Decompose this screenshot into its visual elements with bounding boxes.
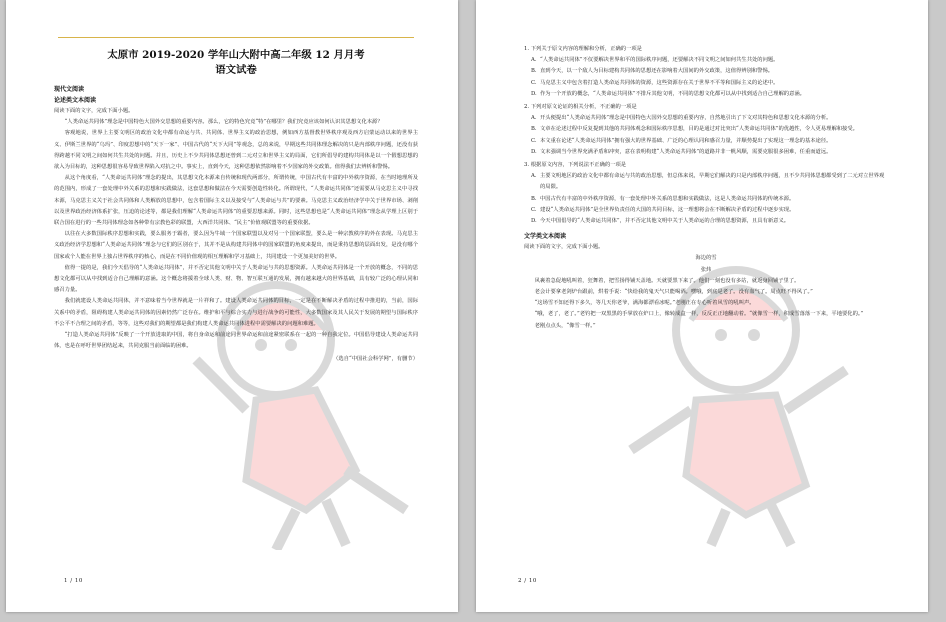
reading-instruction: 阅读下面的文字，完成下面小题。 (524, 244, 604, 251)
passage-paragraph: “打造人类命运共同体”反映了一个开放进取的中国，将自身命运和前途同世界命运和前途紧密联系在一起的一种自我定位。中国倡导建设人类命运共同体，也是在呼吁世界团结起来，共同克服当前面临的困难。 (54, 332, 418, 350)
story-paragraph: 老刚点点头，“像雪一样。” (534, 322, 596, 329)
passage-paragraph: “人类命运共同体”理念是中国特色大国外交思想的重要内容。那么，它的特色究竟“特”在哪里？我们究竟应该如何认识其思想文化本源？ (64, 119, 383, 126)
passage-paragraph: 客观地说，世界上主要文明区的政治文化中都有命运与共、共同体、世界主义的政治思想，例如西方基督教世界秩序观及西方启蒙运动以来的世界主义、伊斯兰世界的“乌玛”、印度思想中的“天下一家”、中国古代的“天下大同”等观念，总的来说，早期这些共同体理念解决的只是内部秩序问题，还没有获得跨越不同文明之间如何共生共处的问题。并且，历史上不少共同体思想还曾到二元对立和世界主义的局面，它们所倡导的建构共同体是以一个假想思想的欲入为目标的，这种思想很容易导致世界陷入对抗之中。事实上，直到今天，这种思想依然影响着不少国家的外交政策。值得我们去辨析和警惕。 (54, 130, 418, 171)
question-stem: 1. 下列关于原文内容的理解和分析，正确的一项是 (524, 46, 642, 52)
passage-source: （选自“中国社会科学网”，有删节） (333, 356, 418, 363)
story-paragraph: “哦，老了，老了。”老钓把一双黑黑的手掌放在炉口上，像转成盒一样，反反正正地翻动着。“就像雪一样，积成雪落落一下来，平地要化的。” (534, 311, 864, 318)
option-c[interactable]: C. 马克思主义中包含着打造人类命运共同体的资源，这些资源存在关于世界不平等和国际主义的论述中。 (531, 79, 779, 86)
story-paragraph: 老会计要拿老剑炉台跟前，烘着手说：“快给我的鬼天气只能喝酒。嘿哦，到底是老了。没有血气了。周点旺不得风了。” (534, 289, 813, 296)
option-a[interactable]: A. 开头便提出“人类命运共同体”理念是中国特色大国外交思想的重要内容，自然地引出了下文对其特色和思想文化本源的分析。 (531, 115, 832, 122)
passage-paragraph: 以往在大多数国际秩序思想和实践，要么服务于霸者，要么因为牛域一个国家联盟以及对另一个国家联盟，要么是一种宗教秩序的外在表现。马克思主义政治经济学思想和“人类命运共同体”理念与它们的区别在于，其并不是从构建共同体中的国家联盟的角度来提出，而是秉持思想的层面出发，是没有哪个国家或个人能在世界上独占世界秩序的核心，而是在不同价值观的相互理解和学习基础上，共同建设一个更加美好的世界。 (54, 231, 418, 260)
story-paragraph: “这场雪不知还得下多久，等几天你老爷，满海都漂看冰呢。”老刚正在专心听着风雪的吼叫声。 (534, 300, 755, 307)
page-2-content (524, 44, 888, 332)
option-a[interactable]: A. “人类命运共同体”不仅要解决世界和平的国际秩序问题，还要解决不同文明之间如何共生共处的问题。 (531, 57, 779, 64)
passage-paragraph: 我们就建设人类命运共同体，并不意味着当今世界就是一片祥和了。建设人类命运共同体的目标，一定是在不断解决矛盾的过程中推进的，当前，国际关系中的矛盾，阻碍构建人类命运共同体的因素仍然广泛存在。维护和平与综合实力与进行战争的可能性，大多数国家及其人民关于发展的期望与国际秩序不公平不合理之间的矛盾，等等，这些对我们的期望都是我们构建人类命运共同体进程中需要解决的问题和难题。 (54, 298, 418, 327)
section-heading: 现代文阅读 (54, 86, 85, 93)
question-stem: 2. 下列对原文论证的相关分析，不正确的一项是 (524, 104, 637, 111)
question-1 (524, 44, 888, 100)
header-rule (58, 37, 414, 38)
option-b[interactable]: B. 直到今天，以一个敌人为目标建构共同体的思想还在影响着大国间的外交政策，这值得辨别和警惕。 (531, 68, 774, 75)
question-3 (524, 160, 888, 227)
question-stem: 3. 根据原文内容，下列说法不正确的一项是 (524, 162, 627, 169)
option-b[interactable]: B. 文章在论述过程中反复提到其他的共同体观念和国际秩序思想，目的是通过对比突出“人类命运共同体”的优越性，令人更易理解和接受。 (531, 126, 858, 133)
story-paragraph: 风裹着急促地吼叫着，狂舞着，把雪扬得铺天盖地。天就要黑下来了。他们一刻也没有多站，就返身回铺子里了。 (534, 277, 800, 284)
story-author: 张炜 (700, 266, 712, 273)
option-d[interactable]: D. 作为一个开放的概念，“人类命运共同体”不排斥其他文明，不同的思想文化都可以从中找到适合自己理解的意涵。 (531, 90, 805, 97)
page-1-content (54, 46, 418, 366)
subsection-heading: 论述类文本阅读 (54, 97, 97, 104)
reading-instruction: 阅读下面的文字，完成下面小题。 (54, 108, 134, 114)
option-d[interactable]: D. 文末强调当今世界充满矛盾和冲突，意在表明构建“人类命运共同体”的道路并非一帆风顺，需要克服很多困难，任重而道远。 (531, 148, 832, 155)
exam-subtitle: 语文试卷 (215, 64, 257, 76)
option-a[interactable]: A. 主要文明地区的政治文化中都有命运与共的政治思想，但总体来说，早期它们解决的只是内部秩序问题，且不少共同体思想都受到了二元对立世界观的局限。 (531, 173, 885, 191)
page-number: 1 / 10 (64, 578, 83, 584)
passage-paragraph: 值得一提的是，我们今天倡导的“人类命运共同体”，并不否定其他文明中关于人类命运与共的思想资源。人类命运共同体是一个开放的概念，不同的思想文化都可以从中找到适合自己理解的意涵。这个概念将援着全球人类、财、物、智互联互通的发展，拥有越来越大的世界基础，具有较广泛的心理认同和感召力量。 (54, 264, 418, 294)
passage-paragraph: 从这个角度看，“人类命运共同体”理念的提出，其思想文化本源来自传统和现代两部分，所谓传统，中国古代有丰富的中外秩序资源，在当时地理所及的范围内，形成了一套处理中外关系的思想和实践做法，这套思想和做法在今天需要创造性转化。所谓现代，“人类命运共同体”还需要从马克思主义中寻找本源，马克思主义关于社会共同体和人类解放的思想中，包含着国际主义以及接受与“人类命运与共”的要素。马克思主义政治经济学中关于世界市场、剥削以及世界政治经济体系扩张，压迫的论述等，都是我们理解“人类命运共同体”的重要思想来源。同时，这些思想也是“人类命运共同体”理念从学理上区别于联合国在进行的一些共同体理念如各种带有宗教色彩的联盟，大西洋共同体、“民主”价值观联盟等的重要依据。 (54, 175, 418, 227)
story-title: 海边的雪 (695, 255, 717, 262)
page-number: 2 / 10 (518, 578, 537, 584)
question-2 (524, 102, 888, 158)
exam-title: 太原市 2019-2020 学年山大附中高二年级 12 月月考 (107, 49, 365, 61)
option-c[interactable]: C. 本文重在论述“人类命运共同体”拥有强大的世界基础、广泛的心理认同和感召力量，并顺势提出了实现这一理念的基本途径。 (531, 137, 832, 144)
document-page-2 (476, 0, 928, 612)
section-heading: 文学类文本阅读 (524, 233, 567, 241)
option-b[interactable]: B. 中国古代有丰富的中外秩序资源，有一套处理中外关系的思想和实践做法，这是人类命运共同体的传统本源。 (531, 195, 795, 202)
option-c[interactable]: C. 建设“人类命运共同体”是全世界负责任的大国的共同目标，这一理想将会在不断解决矛盾的过程中逐步实现。 (531, 206, 795, 213)
option-d[interactable]: D. 今天中国倡导的“人类命运共同体”，并不否定其他文明中关于人类命运的合理的思想资源，且具有新意义。 (531, 218, 790, 225)
document-page-1 (6, 0, 458, 612)
